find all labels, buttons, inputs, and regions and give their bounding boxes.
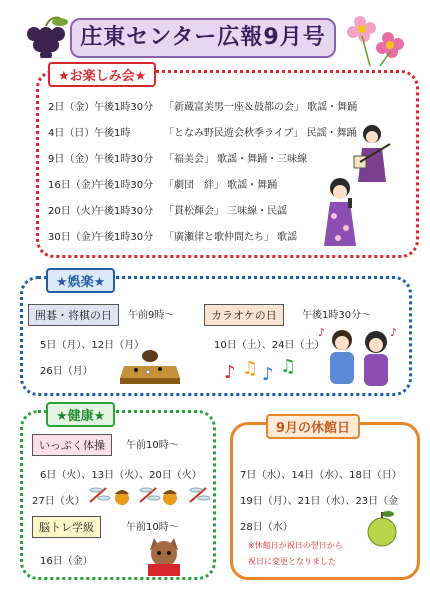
closed-dates: 19日（月）、21日（水）、23日（金 (240, 496, 399, 507)
karaoke-dates: 10日（土）、24日（土） (214, 340, 325, 351)
svg-text:♪: ♪ (390, 326, 398, 339)
singer-kimono-icon (318, 176, 362, 248)
pear-icon (364, 510, 400, 548)
acorn-icon (112, 486, 182, 506)
brain-training-date: 16日（金） (40, 556, 93, 567)
section-health-label: ★健康★ (46, 402, 115, 427)
brain-training-label: 脳トレ学級 (32, 516, 101, 538)
karaoke-duo-icon (318, 324, 402, 390)
event-row: 30日（金）午後1時30分 「廣瀬律と歌仲間たち」 歌謡 (48, 232, 298, 243)
music-notes-icon (222, 354, 304, 386)
closed-note: ※休館日が祝日の翌日から (248, 541, 343, 550)
svg-text:♫: ♫ (280, 356, 297, 377)
page-title: 庄東センター広報9月号 (70, 18, 336, 58)
svg-text:♪: ♪ (318, 326, 326, 339)
section-closed-label: 9月の休館日 (266, 414, 360, 439)
section-fun-label: ★お楽しみ会★ (48, 62, 156, 87)
go-shogi-dates: 26日（月） (40, 366, 93, 377)
closed-note: 祝日に変更となりました (248, 557, 336, 566)
grapes-icon (24, 14, 70, 58)
shamisen-player-icon (350, 122, 394, 184)
event-row: 4日（日）午後1時 「となみ野民遊会秋季ライブ」 民謡・舞踊 (48, 128, 357, 139)
cosmos-flower-icon (340, 10, 410, 66)
ippuku-exercise-label: いっぷく体操 (32, 434, 112, 456)
event-row: 16日（金）午後1時30分 「劇団 絆」 歌謡・舞踊 (48, 180, 278, 191)
closed-dates: 28日（水） (240, 522, 293, 533)
karaoke-day-label: カラオケの日 (204, 304, 284, 326)
section-entertainment-label: ★娯楽★ (46, 268, 115, 293)
go-shogi-dates: 5日（月）、12日（月） (40, 340, 145, 351)
svg-text:♫: ♫ (242, 358, 259, 379)
go-board-icon (118, 348, 182, 388)
karaoke-time: 午後1時30分～ (302, 310, 372, 321)
ippuku-dates: 27日（火） (32, 496, 85, 507)
svg-text:♪: ♪ (262, 364, 274, 385)
closed-dates: 7日（水）、14日（水）、18日（日） (240, 470, 402, 481)
go-shogi-day-label: 囲碁・将棋の日 (28, 304, 119, 326)
brain-training-time: 午前10時～ (126, 522, 179, 533)
event-row: 20日（火）午後1時30分 「貫松輝会」 三味線・民謡 (48, 206, 288, 217)
event-row: 2日（金）午後1時30分 「新蔵富美男一座＆鼓都の会」 歌謡・舞踊 (48, 102, 358, 113)
ippuku-dates: 6日（火）、13日（火）、20日（火） (40, 470, 202, 481)
svg-text:♪: ♪ (224, 362, 236, 383)
go-shogi-time: 午前9時～ (128, 310, 175, 321)
cat-reading-icon (140, 536, 188, 578)
ippuku-time: 午前10時～ (126, 440, 179, 451)
event-row: 9日（金）午後1時30分 「福美会」 歌謡・舞踊・三味線 (48, 154, 308, 165)
